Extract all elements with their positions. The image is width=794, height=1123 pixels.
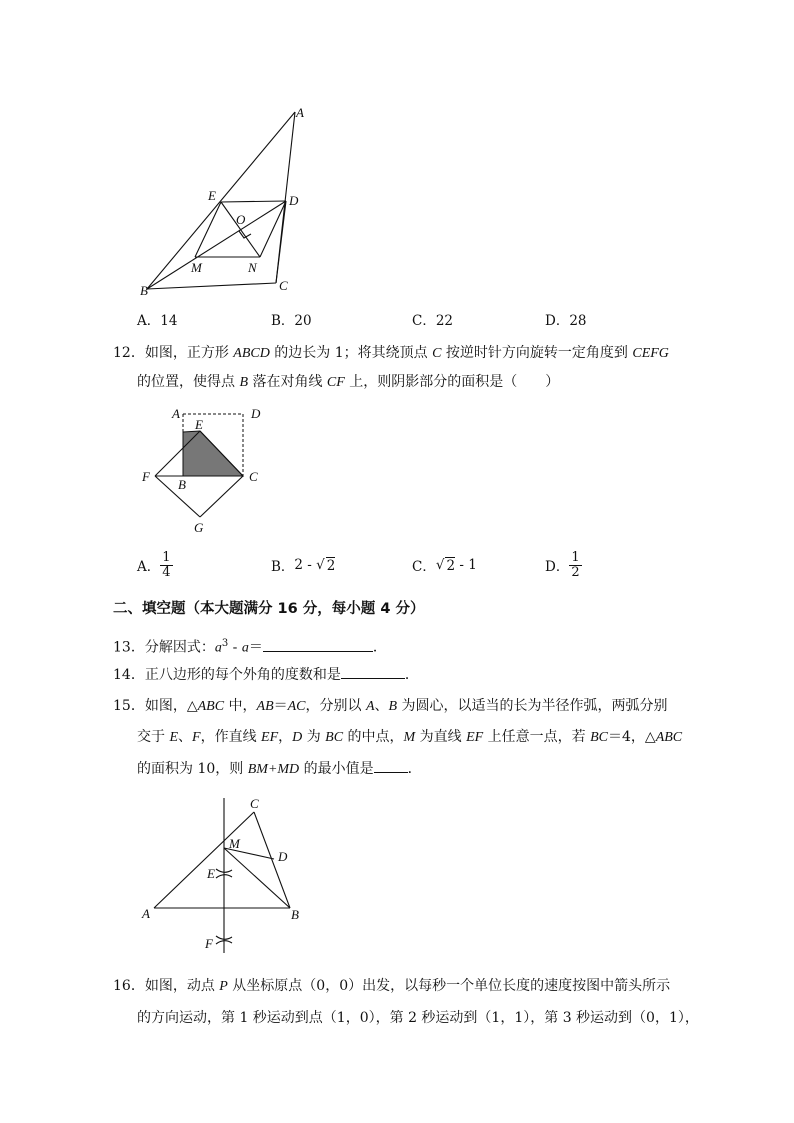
q15-line-2: 交于 E、F，作直线 EF，D 为 BC 的中点，M 为直线 EF 上任意一点，若 BC＝4，△ABC	[137, 729, 683, 745]
q12-label-d: D	[251, 406, 261, 421]
q12-option-d: D． $\frac{1}{2}$	[545, 549, 580, 580]
q11-label-o: O	[236, 212, 246, 227]
q13-answer-blank[interactable]	[263, 637, 373, 652]
q11-option-b: B．20	[271, 313, 312, 329]
q11-figure	[135, 100, 315, 300]
q14-answer-blank[interactable]	[341, 664, 405, 679]
section-2-title: 二、填空题（本大题满分 16 分，每小题 4 分）	[113, 601, 425, 617]
q15-line-3: 的面积为 10，则 BM+MD 的最小值是 ．	[137, 758, 422, 780]
q11-option-a: A．14	[137, 313, 178, 329]
q12-label-a: A	[172, 406, 180, 421]
q15-label-c: C	[250, 796, 259, 811]
q11-option-c: C．22	[412, 313, 454, 329]
q15-figure	[135, 790, 315, 960]
q12-option-b: B． 2 - √ 2	[271, 557, 336, 575]
q12-option-c: C． √ 2 - 1	[412, 557, 477, 575]
q15-label-b: B	[291, 907, 299, 922]
q15-label-f: F	[205, 936, 213, 951]
q12-label-g: G	[194, 520, 204, 535]
q15-label-m: M	[229, 836, 240, 851]
q11-label-c: C	[279, 278, 288, 293]
q11-option-d: D．28	[545, 313, 587, 329]
q15-answer-blank[interactable]	[374, 758, 408, 773]
q12-line-2: 的位置，使得点 B 落在对角线 CF 上，则阴影部分的面积是（ ）	[137, 374, 560, 390]
q16-line-1: 16．如图，动点 P 从坐标原点（0，0）出发，以每秒一个单位长度的速度按图中箭头所示	[113, 978, 671, 994]
q12-figure	[135, 400, 275, 540]
q15-label-a: A	[142, 906, 150, 921]
q11-label-d: D	[289, 193, 299, 208]
q15-line-1: 15．如图，△ABC 中，AB＝AC，分别以 A、B 为圆心，以适当的长为半径作弧，两弧分别	[113, 698, 668, 714]
q11-label-e: E	[208, 188, 216, 203]
q15-label-e: E	[207, 866, 215, 881]
q16-line-2: 的方向运动，第 1 秒运动到点（1，0），第 2 秒运动到（1，1），第 3 秒运动到（0，1），	[137, 1010, 699, 1026]
q15-label-d: D	[278, 849, 288, 864]
q11-label-a: A	[296, 105, 304, 120]
q11-label-m: M	[191, 260, 202, 275]
q12-option-a: A． $\frac{1}{4}$	[137, 549, 171, 580]
q11-label-b: B	[140, 283, 148, 298]
q12-label-b: B	[178, 477, 186, 492]
q12-label-e: E	[195, 417, 203, 432]
q12-label-f: F	[142, 469, 150, 484]
q12-line-1: 12．如图，正方形 ABCD 的边长为 1；将其绕顶点 C 按逆时针方向旋转一定角度到 CEFG	[113, 345, 669, 361]
q13-line: 13．分解因式：$a^3 - a=$ ．	[113, 638, 387, 656]
q11-label-n: N	[248, 260, 257, 275]
q12-label-c: C	[249, 469, 258, 484]
q14-line: 14．正八边形的每个外角的度数和是 ．	[113, 664, 419, 685]
